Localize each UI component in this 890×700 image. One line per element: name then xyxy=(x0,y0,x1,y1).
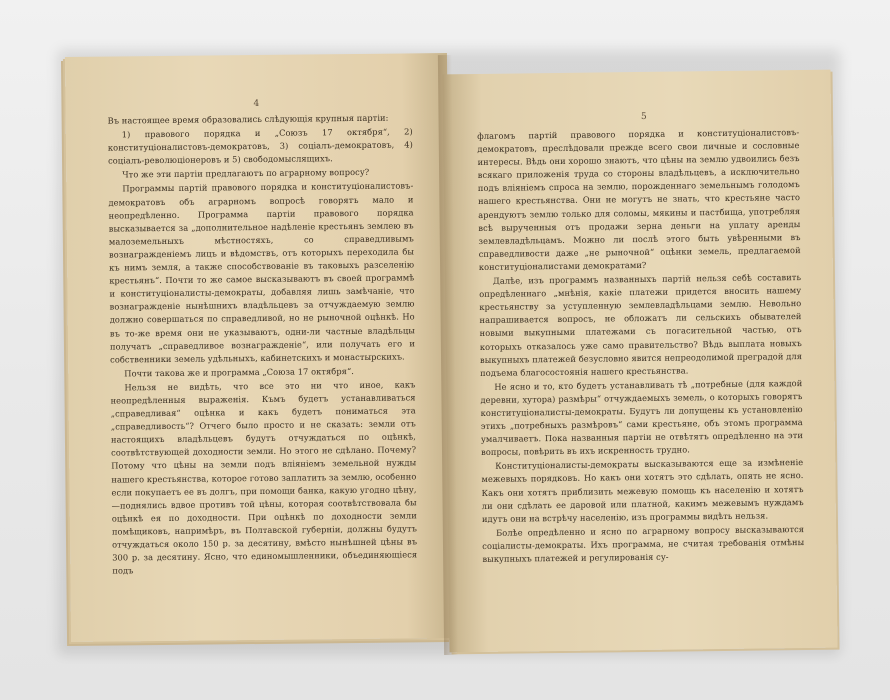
paragraph: Почти такова же и программа „Союза 17 октября“. xyxy=(124,365,354,379)
right-page-text xyxy=(477,126,804,567)
paragraph: Нельзя не видѣть, что все это ни что иное, какъ неопредѣленныя выраженія. Къмъ будетъ устанавливаться „справедливая“ оцѣнка и какъ будетъ пониматься эта „справедливость“? Отчего было просто и не сказать: земли отъ настоящихъ владѣльцевъ будутъ отчуждаться по оцѣнкѣ, соотвѣтствующей доходности земли. Но этого не сдѣлано. Почему? Потому что цѣны на земли подъ вліяніемъ земельной нужды нашего крестьянства, которое готово заплатить за землю, особенно если покупаетъ ее въ долгъ, при помощи банка, какую угодно цѣну,—поднялись вдвое противъ той цѣны, которая соотвѣтствовала бы оцѣнкѣ ея по доходности. При оцѣнкѣ по доходности земли помѣщиковъ, напримѣръ, въ Полтавской губерніи, должны будутъ отчуждаться около 150 р. за десятину, вмѣсто нынѣшней цѣны въ 300 р. за десятину. Ясно, что единомышленники, объединяющіеся подъ xyxy=(110,379,418,576)
paragraph: Конституціоналисты-демократы высказываются еще за измѣненіе межевыхъ порядковъ. Но какъ они хотятъ это сдѣлать, опять не ясно. Какъ они хотятъ приблизить межевую помощь къ населенію и хотятъ ли они сдѣлать ее даровой или платной, какимъ межевымъ нуждамъ идутъ они на встрѣчу населенію, изъ программы видѣть нельзя. xyxy=(481,457,804,524)
paragraph: Программы партій правового порядка и конституціоналистовъ-демократовъ объ аграрномъ вопросѣ говорятъ мало и неопредѣленно. Программа партіи правового порядка высказывается за „дополнительное надѣленіе крестьянъ землею въ малоземельныхъ мѣстностяхъ, со справедливымъ вознагражденіемъ лицъ и вѣдомствъ, отъ которыхъ переходила бы къ нимъ земля, а также способствованіе въ таковыхъ разселенію крестьянъ“. Почти то же самое высказываютъ въ своей программѣ и конституціоналисты-демократы, добавляя лишь замѣчаніе, что вознагражденіе нынѣшнихъ владѣльцевъ за отчуждаемую землю должно совершаться по справедливой, но не рыночной оцѣнкѣ. Но въ то-же время они не указываютъ, одни-ли частные владѣльцы получатъ „справедливое вознагражденіе“, или получать его и собственники земель удѣльныхъ, кабинетскихъ и монастырскихъ. xyxy=(108,180,416,365)
left-page-text xyxy=(108,111,418,578)
paragraph: Въ настоящее время образовались слѣдующія крупныя партіи: xyxy=(107,112,389,126)
paragraph: Что же эти партіи предлагаютъ по аграрному вопросу? xyxy=(122,167,370,180)
paragraph: 1) правового порядка и „Союзъ 17 октября“, 2) конституціоналистовъ-демократовъ, 3) соціалъ-демократовъ, 4) соціалъ-революціонеровъ и 5) свободомыслящихъ. xyxy=(107,126,413,166)
page-number-right: 5 xyxy=(640,111,647,122)
paragraph: Не ясно и то, кто будетъ устанавливать тѣ „потребные (для каждой деревни, хутора) размѣры“ отчуждаемыхъ земель, о которыхъ говорятъ конституціоналисты-демократы. Будутъ ли допущены къ установленію этихъ „потребныхъ размѣровъ“ сами крестьяне, объ этомъ программа умалчиваетъ. Пока названныя партіи не отвѣтятъ опредѣленно на эти вопросы, повѣрить въ ихъ искренность трудно. xyxy=(480,377,803,458)
left-page xyxy=(65,53,453,642)
paragraph: Далѣе, изъ программъ названныхъ партій нельзя себѣ составить опредѣленнаго „мнѣнія, какіе платежи придется вносить нашему крестьянству за уступленную землевладѣльцами землю. Невольно напрашивается вопросъ, не обложатъ ли сельскихъ обывателей новыми выкупными платежами съ погасительной частью, отъ которыхъ отказалось уже само правительство? Вѣдь выплата новыхъ выкупныхъ платежей безусловно явится непреодолимой преградой для подъема благосостоянія нашего крестьянства. xyxy=(479,272,803,378)
right-page xyxy=(442,70,837,653)
page-number-left: 4 xyxy=(253,98,260,110)
paragraph: флагомъ партій правового порядка и конституціоналистовъ-демократовъ, преслѣдовали прежде всего свои личные и сословные интересы. Вѣдь они хорошо знаютъ, что цѣны на землю удвоились безъ всякаго приложенія труда со стороны владѣльцевъ, а исключительно подъ вліяніемъ спроса на землю, порожденнаго земельнымъ голодомъ нашего крестьянства. Они не могутъ не знать, что крестьяне часто арендуютъ землю только для соломы, мякины и пастбища, употребляя всѣ вырученныя отъ продажи зерна деньги на уплату аренды землевладѣльцамъ. Можно ли послѣ этого быть увѣренными въ справедливости даже „не рыночной“ оцѣнки земель, предлагаемой конституціоналистами демократами? xyxy=(477,127,801,272)
paragraph: Болѣе опредѣленно и ясно по аграрному вопросу высказываются соціалисты-демократы. Ихъ программа, не считая требованія отмѣны выкупныхъ платежей и регулированія су- xyxy=(482,523,805,564)
